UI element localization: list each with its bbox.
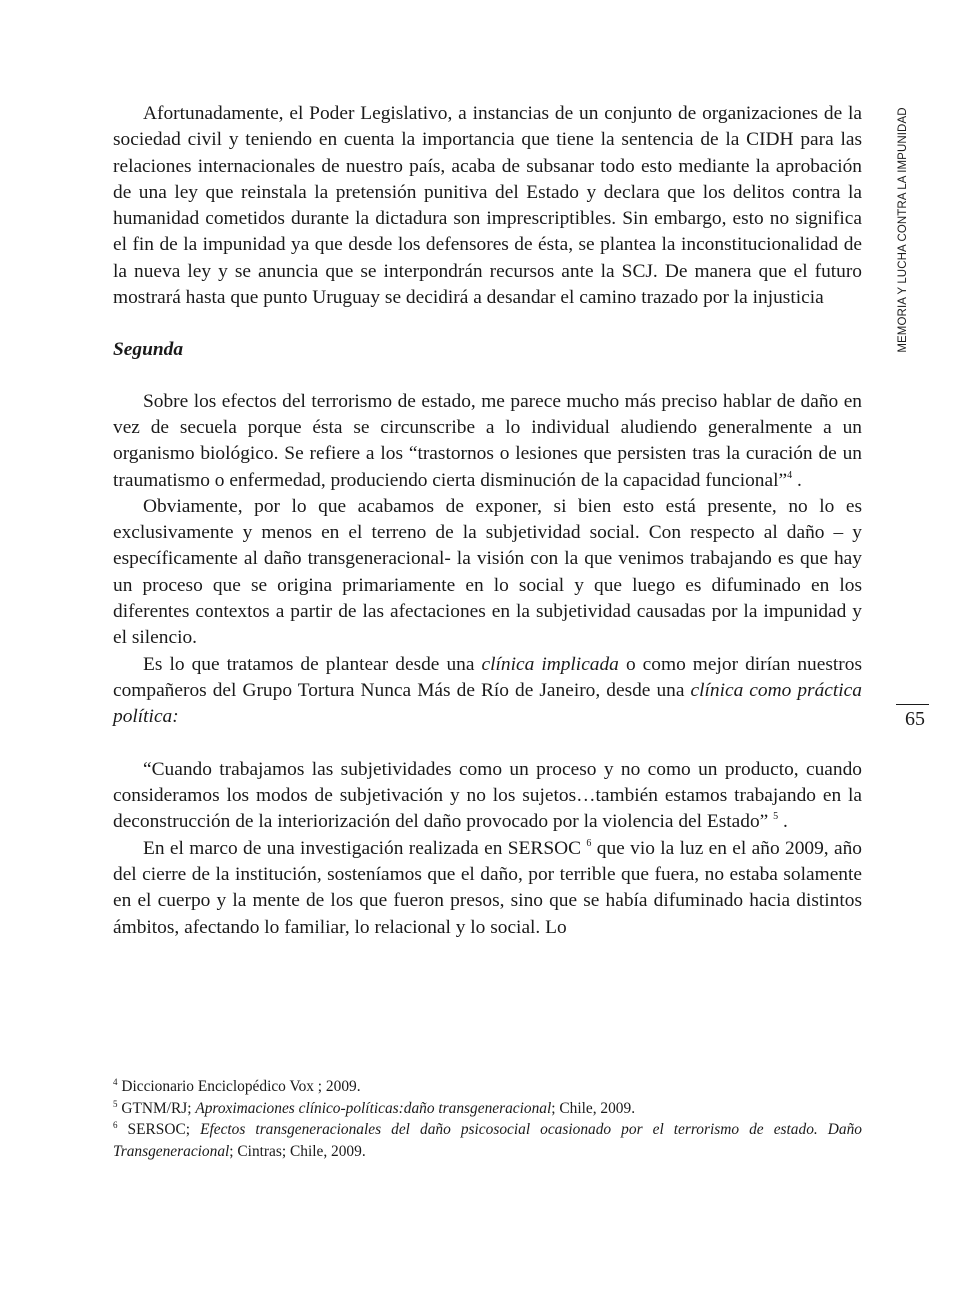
paragraph-4-b: o como mejor dirían nuestros compañeros del Grupo Tortura Nunca Más de Río de Janeiro, desde una [113, 653, 862, 701]
paragraph-2-end: . [792, 469, 802, 491]
quote-text: “Cuando trabajamos las subjetividades como un proceso y no como un producto, cuando consideramos los modos de subjetivación y no los sujetos…también estamos trabajando en la deconstrucción de la interiorización del daño provocado por la violencia del Estado” [113, 758, 862, 833]
main-text [113, 101, 862, 941]
footnote-5-a: GTNM/RJ; [117, 1099, 196, 1117]
quote-end: . [778, 811, 788, 833]
footnotes [113, 1076, 862, 1162]
paragraph-4-a: Es lo que tratamos de plantear desde una [143, 653, 482, 675]
paragraph-4-emphasis-1: clínica implicada [481, 653, 619, 675]
page-number: 65 [905, 708, 925, 730]
footnote-6-a: SERSOC; [117, 1121, 201, 1138]
footnote-ref-4: 4 [787, 469, 793, 481]
footnote-4-text: Diccionario Enciclopédico Vox ; 2009. [117, 1078, 361, 1095]
footnote-5-title: Aproximaciones clínico-políticas:daño transgeneracional [195, 1099, 552, 1117]
footnote-6-number: 6 [113, 1120, 118, 1130]
section-heading: Segunda [113, 339, 184, 361]
footnote-6 [113, 1119, 862, 1162]
footnote-5-number: 5 [113, 1098, 118, 1109]
paragraph-2 [113, 389, 862, 494]
paragraph-4 [113, 652, 862, 731]
footnote-5 [113, 1098, 862, 1120]
footnote-4-number: 4 [113, 1077, 118, 1087]
paragraph-1: Afortunadamente, el Poder Legislativo, a instancias de un conjunto de organizaciones de la sociedad civil y teniendo en cuenta la importancia que tiene la sentencia de la CIDH para las relaciones internacionales de nuestro país, acaba de subsanar todo esto mediante la aprobación de una ley que reinstala la pretensión punitiva del Estado y declara que los delitos contra la humanidad cometidos durante la dictadura son imprescriptibles. Sin embargo, esto no significa el fin de la impunidad ya que desde los defensores de ésta, se plantea la inconstitucionalidad de la nueva ley y se anuncia que se interpondrán recursos ante la SCJ. De manera que el futuro mostrará hasta que punto Uruguay se decidirá a desandar el camino trazado por la injusticia [113, 103, 862, 309]
paragraph-5-a: En el marco de una investigación realizada en SERSOC [143, 837, 587, 859]
page-number-rule [896, 704, 929, 705]
footnote-ref-6: 6 [586, 837, 592, 849]
paragraph-3: Obviamente, por lo que acabamos de exponer, si bien esto está presente, no lo es exclusivamente y menos en el terreno de la subjetividad social. Con respecto al daño – y específicamente al daño transgeneracional- la visión con la que venimos trabajando es que hay un proceso que se origina primariamente en lo social y que luego es difuminado en los diferentes contextos a partir de las afectaciones en la subjetividad causadas por la impunidad y el silencio. [113, 495, 862, 649]
spacer [113, 731, 862, 757]
footnote-6-b: ; Cintras; Chile, 2009. [229, 1142, 366, 1160]
paragraph-5-b: que vio la luz en el año 2009, año del cierre de la institución, sosteníamos que el daño, por terrible que fuera, no estaba solamente en el cuerpo y la mente de los que fueron presos, sino que se había difuminado hacia distintos ámbitos, afectando lo familiar, lo relacional y lo social. Lo [113, 837, 862, 938]
footnote-5-b: ; Chile, 2009. [551, 1099, 636, 1117]
paragraph-2-text: Sobre los efectos del terrorismo de estado, me parece mucho más preciso hablar de daño en vez de secuela porque ésta se circunscribe a lo individual aludiendo generalmente a un organismo biológico. Se refiere a los “trastornos o lesiones que persisten tras la curación de un traumatismo o enfermedad, produciendo cierta disminución de la capacidad funcional” [113, 390, 862, 491]
running-head: MEMORIA Y LUCHA CONTRA LA IMPUNIDAD [897, 107, 909, 353]
quote-paragraph [113, 757, 862, 836]
paragraph-5 [113, 836, 862, 941]
footnote-ref-5: 5 [773, 811, 779, 823]
paragraph-4-emphasis-2: clínica como práctica política: [113, 679, 862, 728]
footnote-4 [113, 1076, 862, 1098]
footnote-6-title: Efectos transgeneracionales del daño psicosocial ocasionado por el terrorismo de estado. Daño Transgeneracional [113, 1121, 862, 1160]
